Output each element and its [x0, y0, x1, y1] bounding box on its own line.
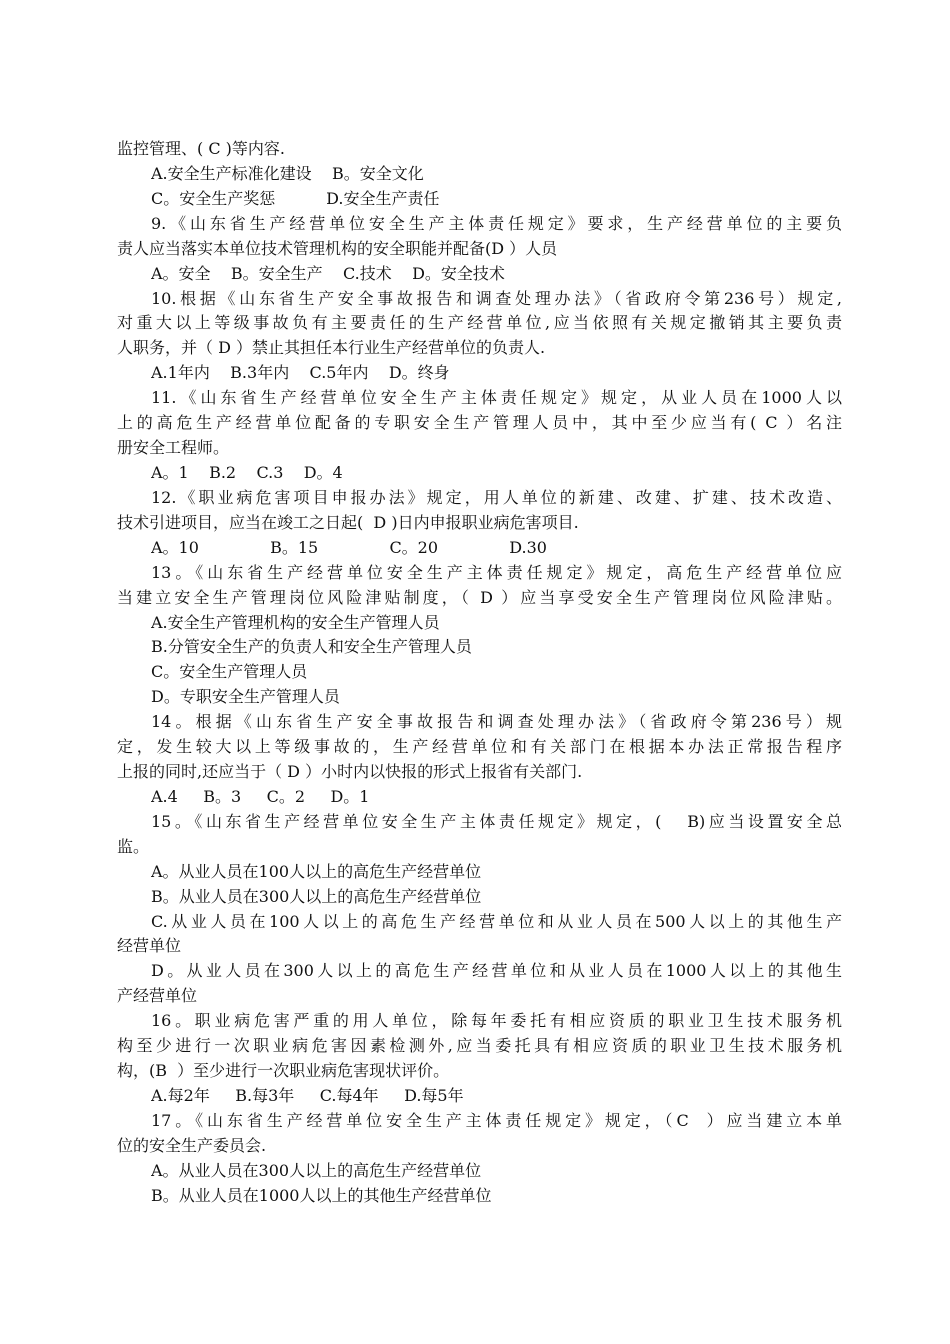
text-line: B。从业人员在1000人以上的其他生产经营单位	[151, 1185, 492, 1205]
text-line: 13。《山东省生产经营单位安全生产主体责任规定》规定，高危生产经营单位应	[151, 562, 842, 582]
text-line: 15。《山东省生产经营单位安全生产主体责任规定》规定，( B)应当设置安全总	[151, 811, 842, 831]
text-line: A。10 B。15 C。20 D.30	[151, 537, 547, 557]
text-line: 构至少进行一次职业病危害因素检测外,应当委托具有相应资质的职业卫生技术服务机	[117, 1036, 842, 1056]
text-line: 10.根据《山东省生产安全事故报告和调查处理办法》（省政府令第236号）规定,	[151, 288, 842, 308]
text-line: A。安全 B。安全生产 C.技术 D。安全技术	[151, 263, 505, 283]
text-line: A.1年内 B.3年内 C.5年内 D。终身	[151, 363, 450, 383]
text-line: B。从业人员在300人以上的高危生产经营单位	[151, 886, 482, 906]
text-line: 监控管理、( C )等内容.	[117, 139, 285, 158]
text-line: 上的高危生产经营单位配备的专职安全生产管理人员中，其中至少应当有( C ）名注	[117, 413, 842, 433]
text-line: A.每2年 B.每3年 C.每4年 D.每5年	[151, 1086, 464, 1105]
text-line: 12.《职业病危害项目申报办法》规定，用人单位的新建、改建、扩建、技术改造、	[151, 487, 842, 507]
text-line: 产经营单位	[117, 986, 198, 1006]
text-line: 11.《山东省生产经营单位安全生产主体责任规定》规定，从业人员在1000人以	[151, 388, 842, 408]
text-line: D。专职安全生产管理人员	[151, 687, 340, 707]
text-line: 9.《山东省生产经营单位安全生产主体责任规定》要求，生产经营单位的主要负	[151, 213, 842, 233]
text-line: 17。《山东省生产经营单位安全生产主体责任规定》规定，（C ）应当建立本单	[151, 1110, 842, 1130]
text-line: 册安全工程师。	[117, 438, 230, 457]
text-line: 定，发生较大以上等级事故的，生产经营单位和有关部门在根据本办法正常报告程序	[117, 737, 842, 757]
text-line: C。安全生产奖惩 D.安全生产责任	[151, 188, 440, 208]
text-line: 经营单位	[117, 936, 182, 956]
text-line: 上报的同时,还应当于（ D ）小时内以快报的形式上报省有关部门.	[117, 762, 583, 781]
text-line: 构，(B ）至少进行一次职业病危害现状评价。	[117, 1061, 450, 1080]
text-line: A。从业人员在300人以上的高危生产经营单位	[151, 1160, 482, 1180]
text-line: A.安全生产标准化建设 B。安全文化	[151, 163, 424, 183]
text-line: 位的安全生产委员会.	[117, 1135, 267, 1155]
text-line: 14。根据《山东省生产安全事故报告和调查处理办法》（省政府令第236号）规	[151, 712, 842, 732]
text-line: 16。职业病危害严重的用人单位，除每年委托有相应资质的职业卫生技术服务机	[151, 1011, 842, 1031]
text-line: 人职务，并（ D ）禁止其担任本行业生产经营单位的负责人.	[117, 338, 546, 358]
text-line: A.4 B。3 C。2 D。1	[151, 786, 370, 806]
text-line: 技术引进项目，应当在竣工之日起( D )日内申报职业病危害项目.	[117, 512, 579, 532]
text-line: D。从业人员在300人以上的高危生产经营单位和从业人员在1000人以上的其他生	[151, 961, 842, 981]
text-line: A.安全生产管理机构的安全生产管理人员	[151, 612, 440, 632]
text-line: A。从业人员在100人以上的高危生产经营单位	[151, 861, 482, 881]
text-line: C。安全生产管理人员	[151, 662, 308, 682]
text-line: A。1 B.2 C.3 D。4	[151, 463, 343, 482]
text-line: B.分管安全生产的负责人和安全生产管理人员	[151, 637, 472, 657]
text-line: 对重大以上等级事故负有主要责任的生产经营单位,应当依照有关规定撤销其主要负责	[117, 313, 842, 333]
text-line: 监。	[117, 836, 150, 856]
text-line: 责人应当落实本单位技术管理机构的安全职能并配备(D ）人员	[117, 238, 558, 258]
text-line: 当建立安全生产管理岗位风险津贴制度，（ D ）应当享受安全生产管理岗位风险津贴。	[117, 587, 842, 607]
text-line: C.从业人员在100人以上的高危生产经营单位和从业人员在500人以上的其他生产	[151, 911, 842, 931]
